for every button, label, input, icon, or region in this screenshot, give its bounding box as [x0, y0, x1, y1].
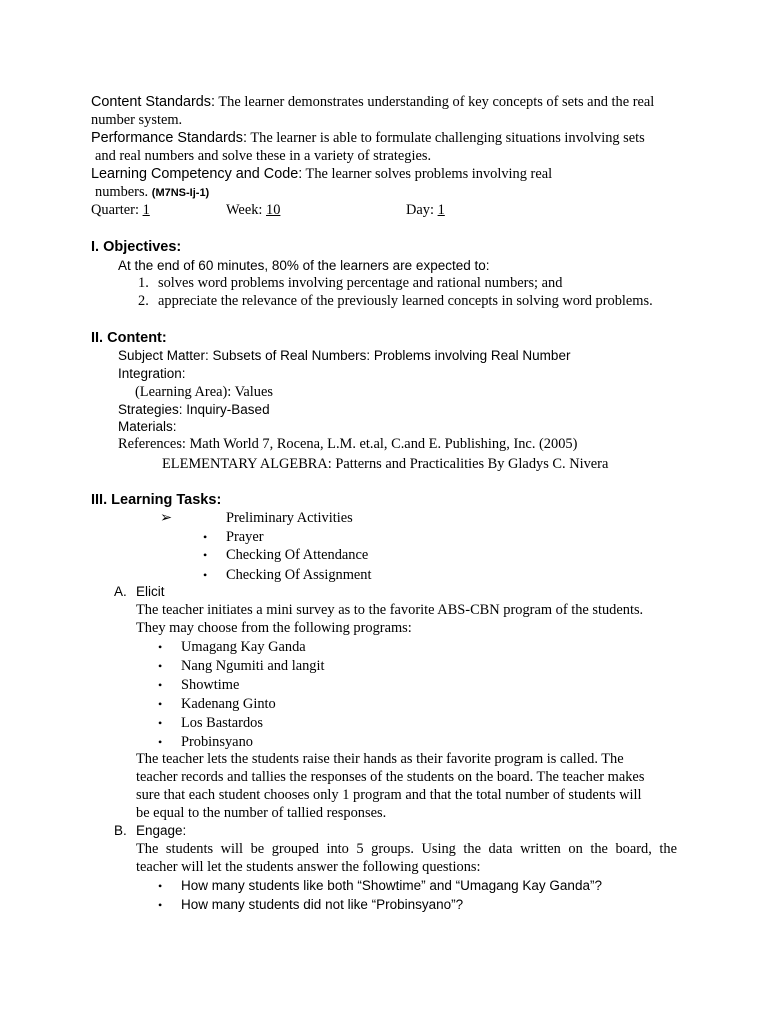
day: [406, 201, 445, 219]
preliminary-activities: Preliminary Activities: [226, 510, 353, 526]
learning-competency: [91, 165, 552, 183]
bullet-icon: •: [158, 735, 163, 749]
competency-code: (M7NS-Ij-1): [151, 187, 210, 199]
learning-area: (Learning Area): Values: [135, 384, 273, 400]
engage-question: How many students like both “Showtime” and “Umagang Kay Ganda”?: [181, 878, 602, 893]
bullet-icon: •: [203, 530, 208, 544]
elicit-paragraph: be equal to the number of tallied responses.: [136, 805, 387, 821]
objective-text: solves word problems involving percentage and rational numbers; and: [158, 275, 563, 291]
content-standards-label: Content Standards:: [91, 94, 215, 110]
objective-item: [138, 292, 653, 310]
quarter-label: Quarter:: [91, 202, 139, 218]
content-standards-continued: number system.: [91, 112, 183, 128]
engage-question: How many students did not like “Probinsyano”?: [181, 897, 464, 912]
objective-text: appreciate the relevance of the previously learned concepts in solving word problems.: [158, 293, 653, 309]
learning-competency-continued: [95, 183, 209, 202]
content-standards: [91, 93, 654, 111]
learning-competency-label: Learning Competency and Code:: [91, 166, 303, 182]
references-continued: ELEMENTARY ALGEBRA: Patterns and Practicalities By Gladys C. Nivera: [162, 456, 609, 472]
learning-tasks-heading: III. Learning Tasks:: [91, 492, 222, 508]
week-value: 10: [266, 202, 281, 218]
engage-paragraph: The students will be grouped into 5 groups. Using the data written on the board, the: [136, 841, 677, 857]
performance-standards: [91, 129, 645, 147]
objective-item: [138, 274, 562, 292]
bullet-icon: •: [158, 659, 163, 673]
bullet-icon: •: [158, 697, 163, 711]
program-item: Probinsyano: [181, 734, 253, 750]
program-item: Los Bastardos: [181, 715, 263, 731]
week-label: Week:: [226, 202, 263, 218]
objectives-heading: I. Objectives:: [91, 239, 182, 255]
week: [226, 201, 280, 219]
subject-matter: Subject Matter: Subsets of Real Numbers: Problems involving Real Number: [118, 348, 571, 363]
performance-standards-continued: and real numbers and solve these in a variety of strategies.: [95, 148, 432, 164]
list-item: Prayer: [226, 529, 264, 545]
learning-competency-text: The learner solves problems involving real: [305, 166, 553, 182]
engage-marker: B.: [114, 823, 127, 838]
learning-competency-text-2: numbers.: [95, 184, 149, 200]
performance-standards-label: Performance Standards:: [91, 130, 247, 146]
engage-title: Engage:: [136, 823, 187, 838]
elicit-paragraph: sure that each student chooses only 1 program and that the total number of students will: [136, 787, 642, 803]
program-item: Kadenang Ginto: [181, 696, 276, 712]
bullet-icon: •: [158, 678, 163, 692]
elicit-paragraph: The teacher initiates a mini survey as to the favorite ABS-CBN program of the students.: [136, 602, 644, 618]
day-label: Day:: [406, 202, 434, 218]
content-heading: II. Content:: [91, 330, 167, 346]
materials: Materials:: [118, 419, 177, 434]
integration: Integration:: [118, 366, 186, 381]
performance-standards-text: The learner is able to formulate challenging situations involving sets: [250, 130, 645, 146]
elicit-paragraph: The teacher lets the students raise their hands as their favorite program is called. The: [136, 751, 624, 767]
elicit-paragraph: teacher records and tallies the responses of the students on the board. The teacher makes: [136, 769, 645, 785]
elicit-title: Elicit: [136, 584, 165, 599]
list-item: Checking Of Attendance: [226, 547, 369, 563]
list-item: Checking Of Assignment: [226, 567, 372, 583]
objective-number: 1.: [138, 275, 149, 291]
program-item: Showtime: [181, 677, 240, 693]
references: References: Math World 7, Rocena, L.M. et.al, C.and E. Publishing, Inc. (2005): [118, 436, 578, 452]
objective-number: 2.: [138, 293, 149, 309]
engage-paragraph: teacher will let the students answer the following questions:: [136, 859, 481, 875]
bullet-icon: •: [203, 548, 208, 562]
bullet-icon: •: [158, 716, 163, 730]
quarter-value: 1: [142, 202, 150, 218]
bullet-icon: •: [158, 898, 163, 912]
day-value: 1: [437, 202, 445, 218]
content-standards-text: The learner demonstrates understanding of key concepts of sets and the real: [218, 94, 655, 110]
elicit-marker: A.: [114, 584, 127, 599]
strategies: Strategies: Inquiry-Based: [118, 402, 270, 417]
elicit-paragraph: They may choose from the following programs:: [136, 620, 412, 636]
bullet-icon: •: [203, 568, 208, 582]
objectives-intro: At the end of 60 minutes, 80% of the learners are expected to:: [118, 258, 490, 273]
bullet-icon: •: [158, 879, 163, 893]
quarter: [91, 201, 150, 219]
arrow-bullet-icon: ➢: [160, 510, 173, 526]
program-item: Nang Ngumiti and langit: [181, 658, 325, 674]
bullet-icon: •: [158, 640, 163, 654]
program-item: Umagang Kay Ganda: [181, 639, 306, 655]
